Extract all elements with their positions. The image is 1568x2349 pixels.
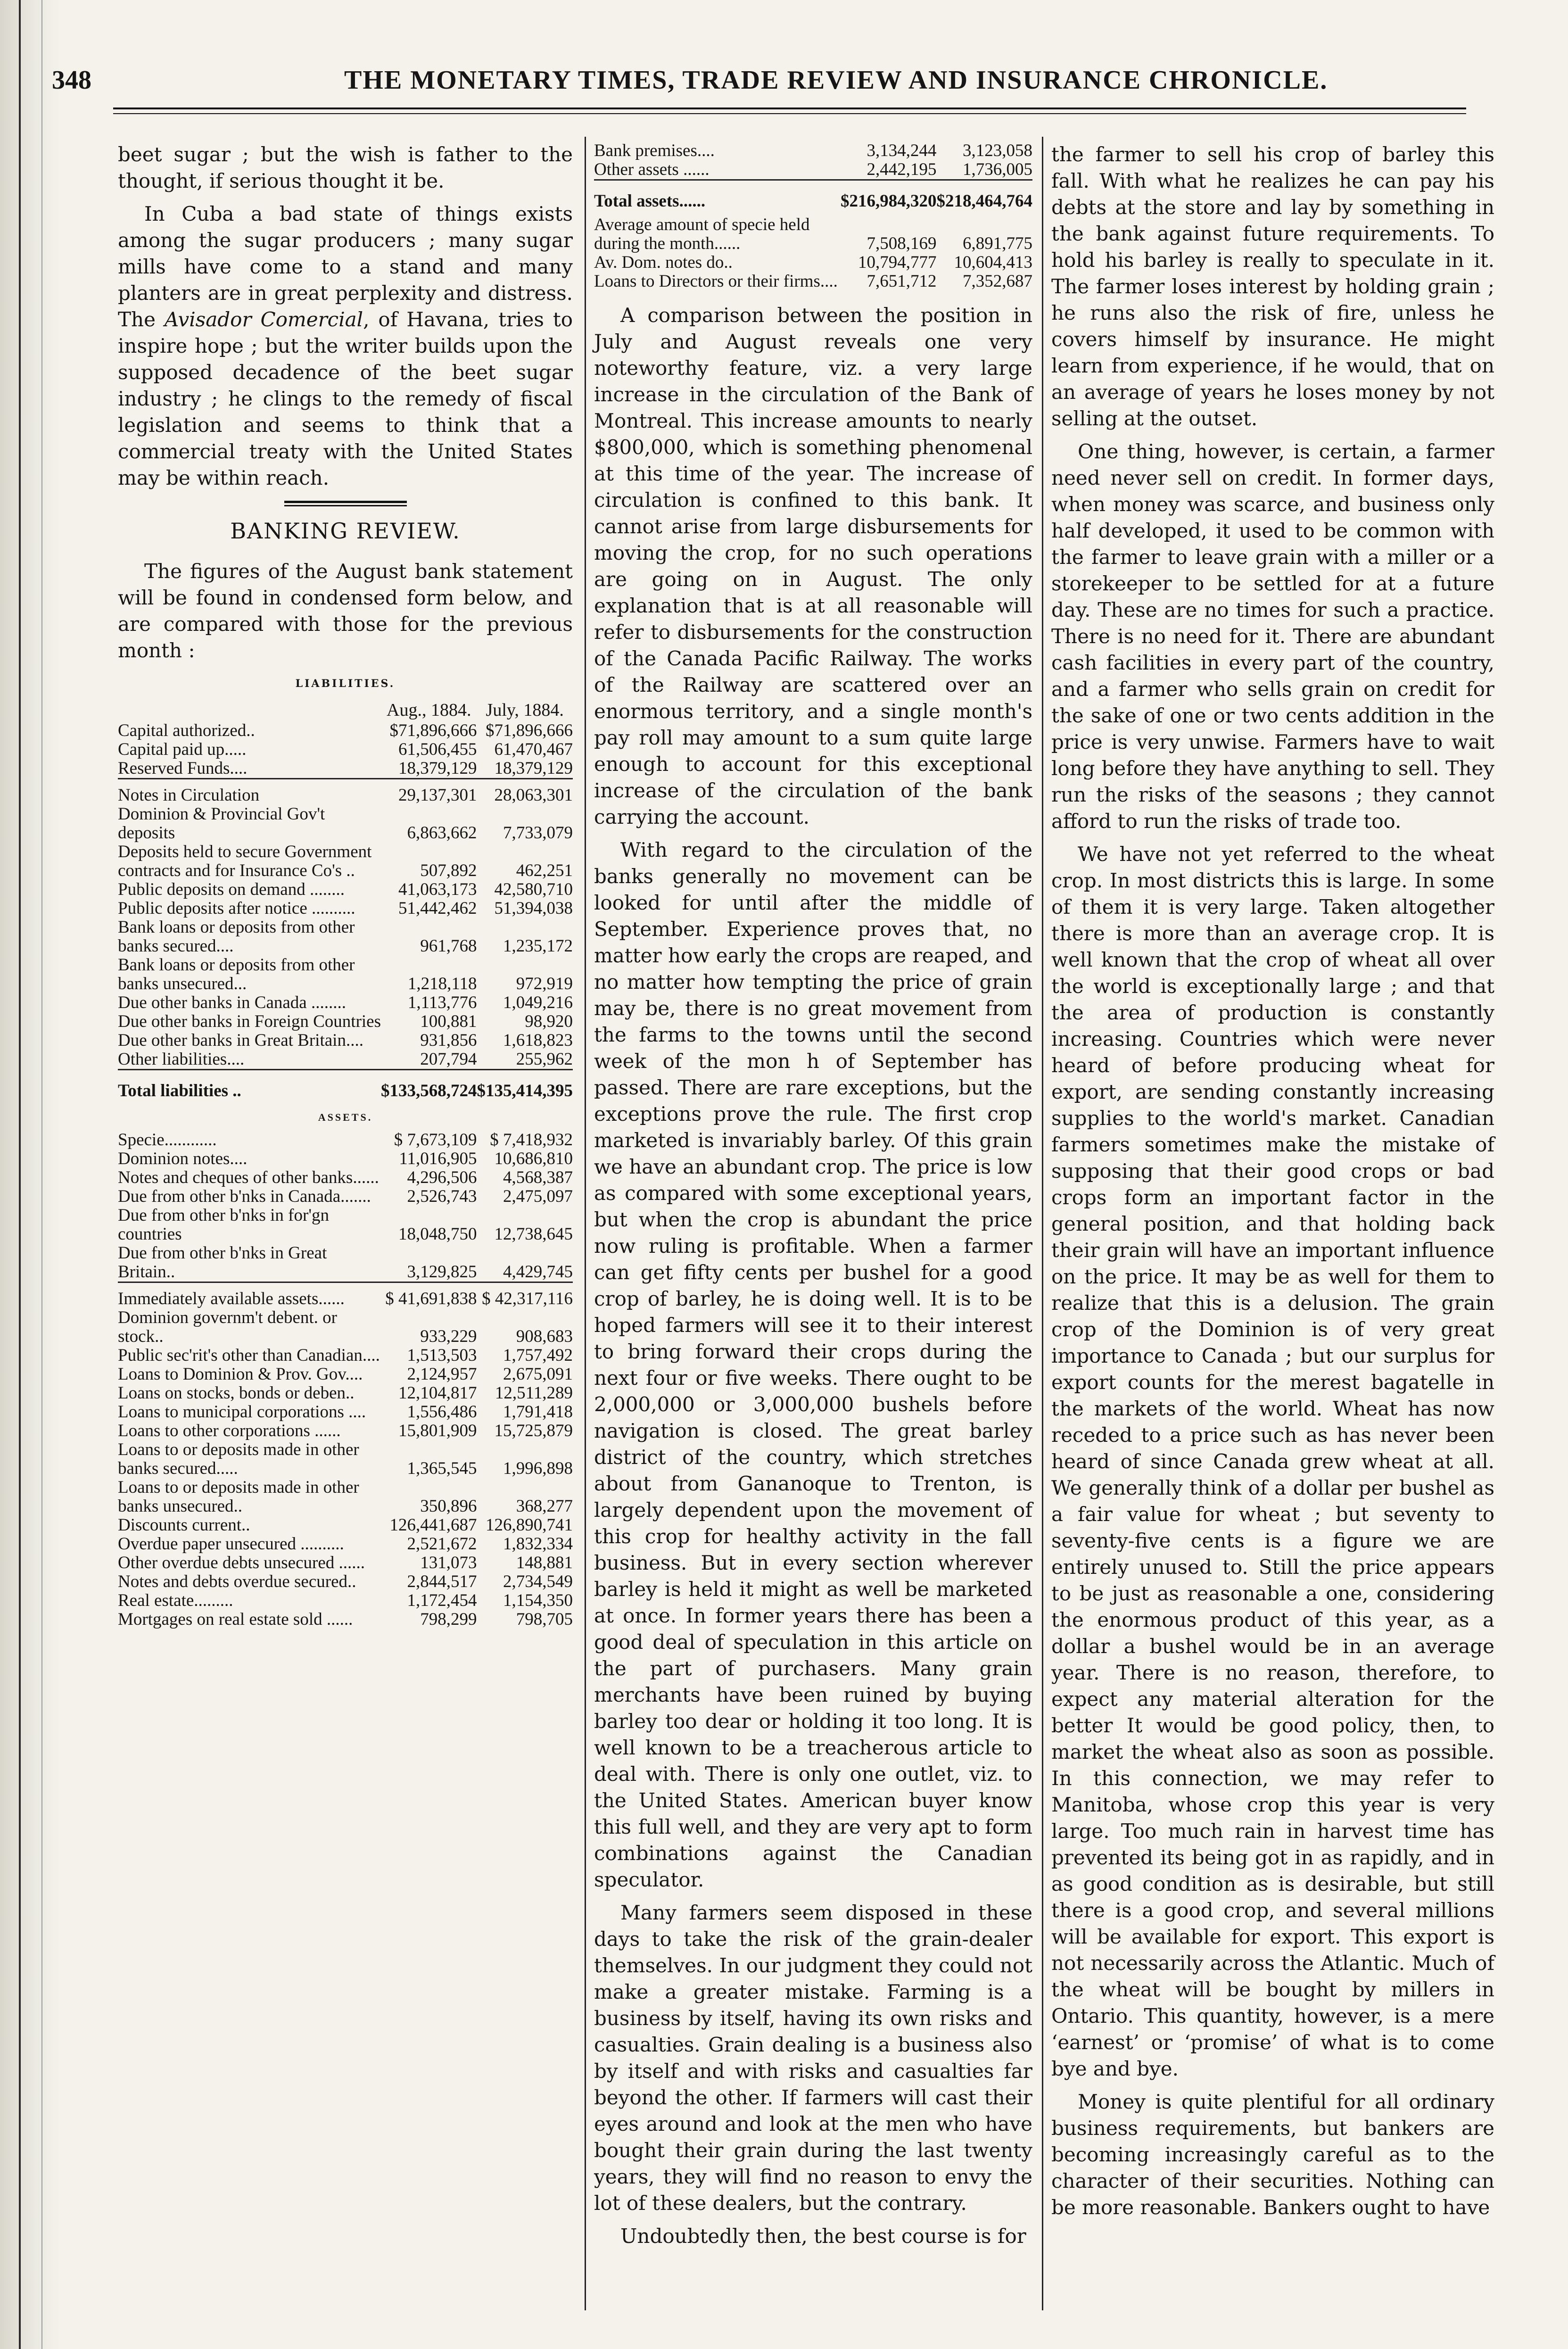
table-separator [594, 180, 1032, 188]
paragraph: Many farmers seem disposed in these days to take the risk of the grain-dealer themselves. In our judgment they could not make a greater mistake. Farming is a business by itself, having its own risks and casualties. Grain dealing is a business also by itself and with risks and casualties far beyond the other. If farmers will cast their eyes around and look at the men who have bought their grain during the last twenty years, they will find no reason to envy the lot of these dealers, but the contrary. [594, 1901, 1032, 2215]
table-row [594, 253, 1032, 272]
jul-value: 908,683 [516, 1327, 573, 1346]
aug-value: 131,073 [420, 1553, 477, 1572]
column-divider-1 [585, 137, 586, 2310]
row-label: Total assets...... [594, 191, 706, 211]
jul-value: 255,962 [516, 1050, 573, 1069]
jul-value: 1,049,216 [503, 993, 573, 1012]
row-label: Av. Dom. notes do.. [594, 253, 733, 272]
aug-value: 1,365,545 [407, 1459, 477, 1478]
aug-value: 1,113,776 [407, 993, 477, 1012]
jul-value: 798,705 [516, 1610, 573, 1629]
aug-value: 10,794,777 [858, 253, 937, 272]
table-row [118, 786, 573, 805]
row-label: Other assets ...... [594, 160, 710, 179]
section-heading: BANKING REVIEW. [230, 518, 461, 544]
row-label: Mortgages on real estate sold ...... [118, 1610, 353, 1629]
row-label: Other liabilities.... [118, 1050, 245, 1069]
column-header-jul: July, 1884. [486, 700, 564, 720]
table-row [118, 1554, 573, 1572]
paragraph: The figures of the August bank statement will be found in condensed form below, and are compared with those for the previous month : [118, 560, 573, 662]
table-row [118, 1031, 573, 1050]
row-label: Loans to or deposits made in other banks unsecured.. [118, 1478, 359, 1516]
table-row [594, 160, 1032, 180]
aug-value: $ 41,691,838 [385, 1289, 477, 1308]
jul-value: 1,757,492 [503, 1346, 573, 1365]
table-row [118, 1012, 573, 1031]
paragraph: One thing, however, is certain, a farmer need never sell on credit. In former days, when money was scarce, and business only half developed, it used to be common with the farmer to leave grain with a miller or a storekeeper to be settled for at a future day. These are no times for such a practice. There is no need for it. There are abundant cash facilities in every part of the country, and a farmer who sells grain on credit for the sake of one or two cents addition in the price is very unwise. Farmers have to wait long before they have anything to sell. They run the risks of the seasons ; they cannot afford to run the risks of trade too. [1051, 440, 1494, 833]
table-row [118, 805, 573, 843]
table-row [118, 1440, 573, 1478]
aug-value: $71,896,666 [389, 721, 477, 740]
paragraph: In Cuba a bad state of things exists among the sugar producers ; many sugar mills have come to a stand and many planters are in great perplexity and distress. The Avisador Comercial, of Havana, tries to inspire hope ; but the writer builds upon the supposed decadence of the beet sugar industry ; he clings to the remedy of fiscal legislation and seems to think that a commercial treaty with the United States may be within reach. [118, 202, 573, 489]
table-row [118, 1384, 573, 1403]
page-header [52, 57, 1494, 104]
jul-value: 28,063,301 [494, 786, 573, 805]
jul-value: 3,123,058 [963, 141, 1032, 160]
table-row [594, 141, 1032, 160]
jul-value: 98,920 [525, 1012, 573, 1031]
total-liabilities-row [118, 1077, 573, 1105]
aug-value: 507,892 [420, 861, 477, 880]
aug-value: $ 7,673,109 [394, 1130, 477, 1150]
table-row [594, 272, 1032, 291]
row-label: Average amount of specie held during the month...... [594, 215, 810, 253]
row-label: Deposits held to secure Government contracts and for Insurance Co's .. [118, 842, 372, 880]
jul-value: $135,414,395 [477, 1081, 573, 1100]
aug-value: 2,844,517 [407, 1572, 477, 1591]
page-number: 348 [52, 66, 91, 95]
jul-value: 1,791,418 [503, 1402, 573, 1422]
table-row [118, 1572, 573, 1591]
table-header-row [118, 701, 573, 721]
bank-statement-table-continued [594, 141, 1032, 291]
jul-value: 2,734,549 [503, 1572, 573, 1591]
jul-value: 1,996,898 [503, 1459, 573, 1478]
row-label: Loans to Directors or their firms.... [594, 272, 838, 291]
row-label: Bank premises.... [594, 141, 715, 160]
row-label: Bank loans or deposits from other banks unsecured... [118, 955, 355, 993]
jul-value: 2,675,091 [503, 1365, 573, 1384]
jul-value: 42,580,710 [494, 880, 573, 899]
row-label: Immediately available assets...... [118, 1289, 345, 1308]
aug-value: 41,063,173 [398, 880, 477, 899]
table-row [118, 1131, 573, 1150]
jul-value: 18,379,129 [494, 759, 573, 778]
section-divider-thin [284, 505, 407, 506]
jul-value: 1,736,005 [963, 160, 1032, 179]
aug-value: 3,134,244 [867, 141, 937, 160]
column-1 [118, 141, 573, 1629]
row-label: Notes in Circulation [118, 786, 260, 805]
paragraph: We have not yet referred to the wheat crop. In most districts this is large. In some of them it is very large. Taken altogether there is more than an average crop. It is well known that the crop of wheat all over the world is exceptionally large ; and that the area of production is constantly increasing. Countries which were never heard of before producing wheat for export, are sending constantly increasing supplies to the world's market. Canadian farmers sometimes make the mistake of supposing that their good crops or bad crops form an important factor in the general position, and that holding back their grain will have an important influence on the price. It may be as well for them to realize that this is a delusion. The grain crop of the Dominion is of very great importance to Canada ; but our surplus for export counts for the merest bagatelle in the markets of the world. Wheat has now receded to a price such as has never been heard of since Canada grew wheat at all. We generally think of a dollar per bushel as a fair value for wheat ; but seventy to seventy-five cents is a figure we are entirely unused to. Still the price appears to be just as reasonable a one, considering the enormous product of this year, as a dollar a bushel would be in an average year. There is no reason, therefore, to expect any material alteration for the better It would be good policy, then, to market the wheat also as soon as possible. In this connection, we may refer to Manitoba, whose crop this year is very large. Too much rain in harvest time has prevented its being got in as rapidly, and in as good condition as is desirable, but still there is a good crop, and several millions will be available for export. This export is not necessarily across the Atlantic. Much of the wheat will be bought by millers in Ontario. This quantity, however, is a mere ‘earnest’ or ‘promise’ of what is to come bye and bye. [1051, 843, 1494, 2080]
aug-value: 6,863,662 [407, 823, 477, 843]
jul-value: 126,890,741 [486, 1515, 573, 1535]
jul-value: 10,604,413 [954, 253, 1032, 272]
binding-line [19, 0, 21, 2349]
table-row [118, 993, 573, 1012]
jul-value: 7,352,687 [963, 272, 1032, 291]
total-assets-row [594, 187, 1032, 215]
aug-value: 961,768 [420, 936, 477, 956]
jul-value: 4,568,387 [503, 1168, 573, 1187]
row-label: Total liabilities .. [118, 1081, 241, 1100]
row-label: Capital paid up..... [118, 740, 247, 759]
row-label: Notes and debts overdue secured.. [118, 1572, 356, 1591]
table-row [118, 1187, 573, 1206]
row-label: Loans to municipal corporations .... [118, 1402, 366, 1422]
aug-value: 2,124,957 [407, 1365, 477, 1384]
table-row [118, 843, 573, 880]
aug-value: 61,506,455 [398, 740, 477, 759]
table-row [118, 899, 573, 918]
row-label: Overdue paper unsecured .......... [118, 1534, 344, 1554]
jul-value: 4,429,745 [503, 1262, 573, 1282]
aug-value: 100,881 [420, 1012, 477, 1031]
column-3 [1051, 141, 1494, 2227]
table-row [594, 215, 1032, 253]
jul-value: 1,154,350 [503, 1591, 573, 1610]
jul-value: 1,235,172 [503, 936, 573, 956]
header-rule [113, 108, 1466, 109]
table-row [118, 1290, 573, 1308]
aug-value: 207,794 [420, 1050, 477, 1069]
paragraph: A comparison between the position in July and August reveals one very noteworthy feature, viz. a very large increase in the circulation of the Bank of Montreal. This increase amounts to nearly $800,000, which is something phenomenal at this time of the year. The increase of circulation is confined to this bank. It cannot arise from large disbursements for moving the crop, for no such operations are going on in August. The only explanation that is at all reasonable will refer to disbursements for the construction of the Canada Pacific Railway. The works of the Railway are scattered over an enormous territory, and a single month's pay roll may amount to a sum quite large enough to account for this exceptional increase of the circulation of the bank carrying the account. [594, 304, 1032, 828]
jul-value: 1,618,823 [503, 1031, 573, 1050]
aug-value: 7,651,712 [867, 272, 937, 291]
table-separator [118, 779, 573, 786]
row-label: Due other banks in Canada ........ [118, 993, 346, 1012]
column-header-aug: Aug., 1884. [387, 700, 471, 720]
aug-value: 18,048,750 [398, 1224, 477, 1244]
table-row [118, 1308, 573, 1346]
aug-value: 3,129,825 [407, 1262, 477, 1282]
jul-value: 61,470,467 [494, 740, 573, 759]
jul-value: 462,251 [516, 861, 573, 880]
table-row [118, 1150, 573, 1168]
row-label: Due from other b'nks in for'gn countries [118, 1206, 329, 1244]
row-label: Due from other b'nks in Canada....... [118, 1187, 371, 1206]
column-2 [594, 141, 1032, 2256]
row-label: Notes and cheques of other banks...... [118, 1168, 379, 1187]
bank-statement-table [118, 701, 573, 1629]
aug-value: $133,568,724 [381, 1081, 477, 1100]
jul-value: 6,891,775 [963, 234, 1032, 253]
aug-value: 126,441,687 [389, 1515, 477, 1535]
row-label: Loans to Dominion & Prov. Gov.... [118, 1365, 363, 1384]
table-row [118, 1346, 573, 1365]
jul-value: 972,919 [516, 974, 573, 993]
paragraph: Money is quite plentiful for all ordinary business requirements, but bankers are becoming increasingly careful as to the character of their securities. Nothing can be more reasonable. Bankers ought to have [1051, 2090, 1494, 2219]
row-label: Dominion governm't debent. or stock.. [118, 1308, 337, 1346]
aug-value: 1,556,486 [407, 1402, 477, 1422]
row-label: Dominion notes.... [118, 1149, 248, 1168]
jul-value: $71,896,666 [486, 721, 573, 740]
table-row [118, 1610, 573, 1629]
table-row [118, 1365, 573, 1384]
table-row [118, 759, 573, 779]
table-row [118, 1516, 573, 1535]
aug-value: 798,299 [420, 1610, 477, 1629]
running-title: THE MONETARY TIMES, TRADE REVIEW AND INSURANCE CHRONICLE. [344, 66, 1328, 95]
aug-value: 4,296,506 [407, 1168, 477, 1187]
jul-value: 51,394,038 [494, 899, 573, 918]
table-row [118, 1050, 573, 1070]
aug-value: 350,896 [420, 1497, 477, 1516]
aug-value: 2,521,672 [407, 1534, 477, 1554]
aug-value: 51,442,462 [398, 899, 477, 918]
row-label: Due other banks in Great Britain.... [118, 1031, 363, 1050]
paragraph: the farmer to sell his crop of barley this fall. With what he realizes he can pay his debts at the store and lay by something in the bank against future requirements. To hold his barley is really to speculate in it. The farmer loses interest by holding grain ; he runs also the risk of fire, unless he covers himself by insurance. He might learn from experience, if he would, that on an average of years he loses money by not selling at the outset. [1051, 143, 1494, 430]
row-label: Real estate......... [118, 1591, 233, 1610]
jul-value: 1,832,334 [503, 1534, 573, 1554]
table-separator [118, 1282, 573, 1290]
table-row [118, 918, 573, 956]
aug-value: 933,229 [420, 1327, 477, 1346]
jul-value: $ 42,317,116 [482, 1289, 573, 1308]
row-label: Bank loans or deposits from other banks secured.... [118, 918, 355, 956]
aug-value: 7,508,169 [867, 234, 937, 253]
jul-value: 15,725,879 [494, 1421, 573, 1440]
paragraph: With regard to the circulation of the banks generally no movement can be looked for until after the middle of September. Experience proves that, no matter how early the crops are reaped, and no matter how tempting the price of grain may be, there is no great movement from the farms to the towns until the second week of the mon h of September has passed. There are rare exceptions, but the exceptions prove the rule. The first crop marketed is invariably barley. Of this grain we have an abundant crop. The price is low as compared with some exceptional years, but when the crop is abundant the price now ruling is profitable. When a farmer can get fifty cents per bushel for a good crop of barley, he is doing well. It is to be hoped farmers will see it to their interest to bring forward their crops during the next four or five weeks. There ought to be 2,000,000 or 3,000,000 bushels before navigation is closed. The great barley district of the country, which stretches about from Gananoque to Trenton, is largely dependent upon the movement of this crop for healthy activity in the fall business. But in every section wherever barley is held it might as well be marketed at once. In former years there has been a good deal of speculation in this article on the part of purchasers. Many grain merchants have been ruined by buying barley too dear or holding it too long. It is well known to be a treacherous article to deal with. There is only one outlet, viz. to the United States. American buyer know this full well, and they are very apt to form combinations against the Canadian speculator. [594, 838, 1032, 1891]
table-row [118, 1244, 573, 1282]
table-row [118, 1206, 573, 1244]
row-label: Public deposits on demand ........ [118, 880, 345, 899]
jul-value: 368,277 [516, 1497, 573, 1516]
row-label: Loans on stocks, bonds or deben.. [118, 1383, 355, 1403]
row-label: Public sec'rit's other than Canadian.... [118, 1346, 380, 1365]
row-label: Reserved Funds.... [118, 759, 248, 778]
row-label: Discounts current.. [118, 1515, 250, 1535]
aug-value: 11,016,905 [399, 1149, 477, 1168]
aug-value: 1,513,503 [407, 1346, 477, 1365]
table-row [118, 1591, 573, 1610]
row-label: Due from other b'nks in Great Britain.. [118, 1243, 327, 1282]
aug-value: 1,172,454 [407, 1591, 477, 1610]
jul-value: 148,881 [516, 1553, 573, 1572]
row-label: Public deposits after notice .......... [118, 899, 355, 918]
table-row [118, 1168, 573, 1187]
jul-value: 2,475,097 [503, 1187, 573, 1206]
row-label: Capital authorized.. [118, 721, 255, 740]
table-row [118, 880, 573, 899]
section-divider [284, 501, 407, 503]
aug-value: 12,104,817 [398, 1383, 477, 1403]
paragraph: beet sugar ; but the wish is father to the thought, if serious thought it be. [118, 143, 573, 192]
aug-value: 931,856 [420, 1031, 477, 1050]
table-row [118, 956, 573, 993]
row-label: Loans to other corporations ...... [118, 1421, 341, 1440]
column-divider-2 [1042, 137, 1043, 2310]
table-row [118, 1422, 573, 1440]
table-row [118, 740, 573, 759]
table-row [118, 1535, 573, 1554]
row-label: Dominion & Provincial Gov't deposits [118, 804, 325, 843]
jul-value: 7,733,079 [503, 823, 573, 843]
table-row [118, 721, 573, 740]
jul-value: $ 7,418,932 [490, 1130, 573, 1150]
table-row [118, 1478, 573, 1516]
liabilities-heading: LIABILITIES. [295, 678, 396, 690]
table-row [118, 1403, 573, 1422]
binding-line-secondary [41, 0, 42, 2349]
aug-value: 15,801,909 [398, 1421, 477, 1440]
aug-value: 2,526,743 [407, 1187, 477, 1206]
aug-value: 18,379,129 [398, 759, 477, 778]
aug-value: 2,442,195 [867, 160, 937, 179]
jul-value: $218,464,764 [936, 191, 1032, 211]
jul-value: 12,738,645 [494, 1224, 573, 1244]
publication-name: Avisador Comercial [164, 308, 363, 331]
paragraph: Undoubtedly then, the best course is for [620, 2225, 1026, 2248]
row-label: Specie............ [118, 1130, 217, 1150]
row-label: Other overdue debts unsecured ...... [118, 1553, 365, 1572]
page-binding-edge [0, 0, 61, 2349]
assets-heading: ASSETS. [318, 1111, 373, 1123]
row-label: Loans to or deposits made in other banks secured..... [118, 1440, 359, 1478]
table-separator [118, 1070, 573, 1077]
header-rule-thin [113, 113, 1466, 114]
aug-value: 29,137,301 [398, 786, 477, 805]
aug-value: 1,218,118 [407, 974, 477, 993]
aug-value: $216,984,320 [841, 191, 937, 211]
jul-value: 12,511,289 [495, 1383, 573, 1403]
row-label: Due other banks in Foreign Countries [118, 1012, 381, 1031]
jul-value: 10,686,810 [494, 1149, 573, 1168]
